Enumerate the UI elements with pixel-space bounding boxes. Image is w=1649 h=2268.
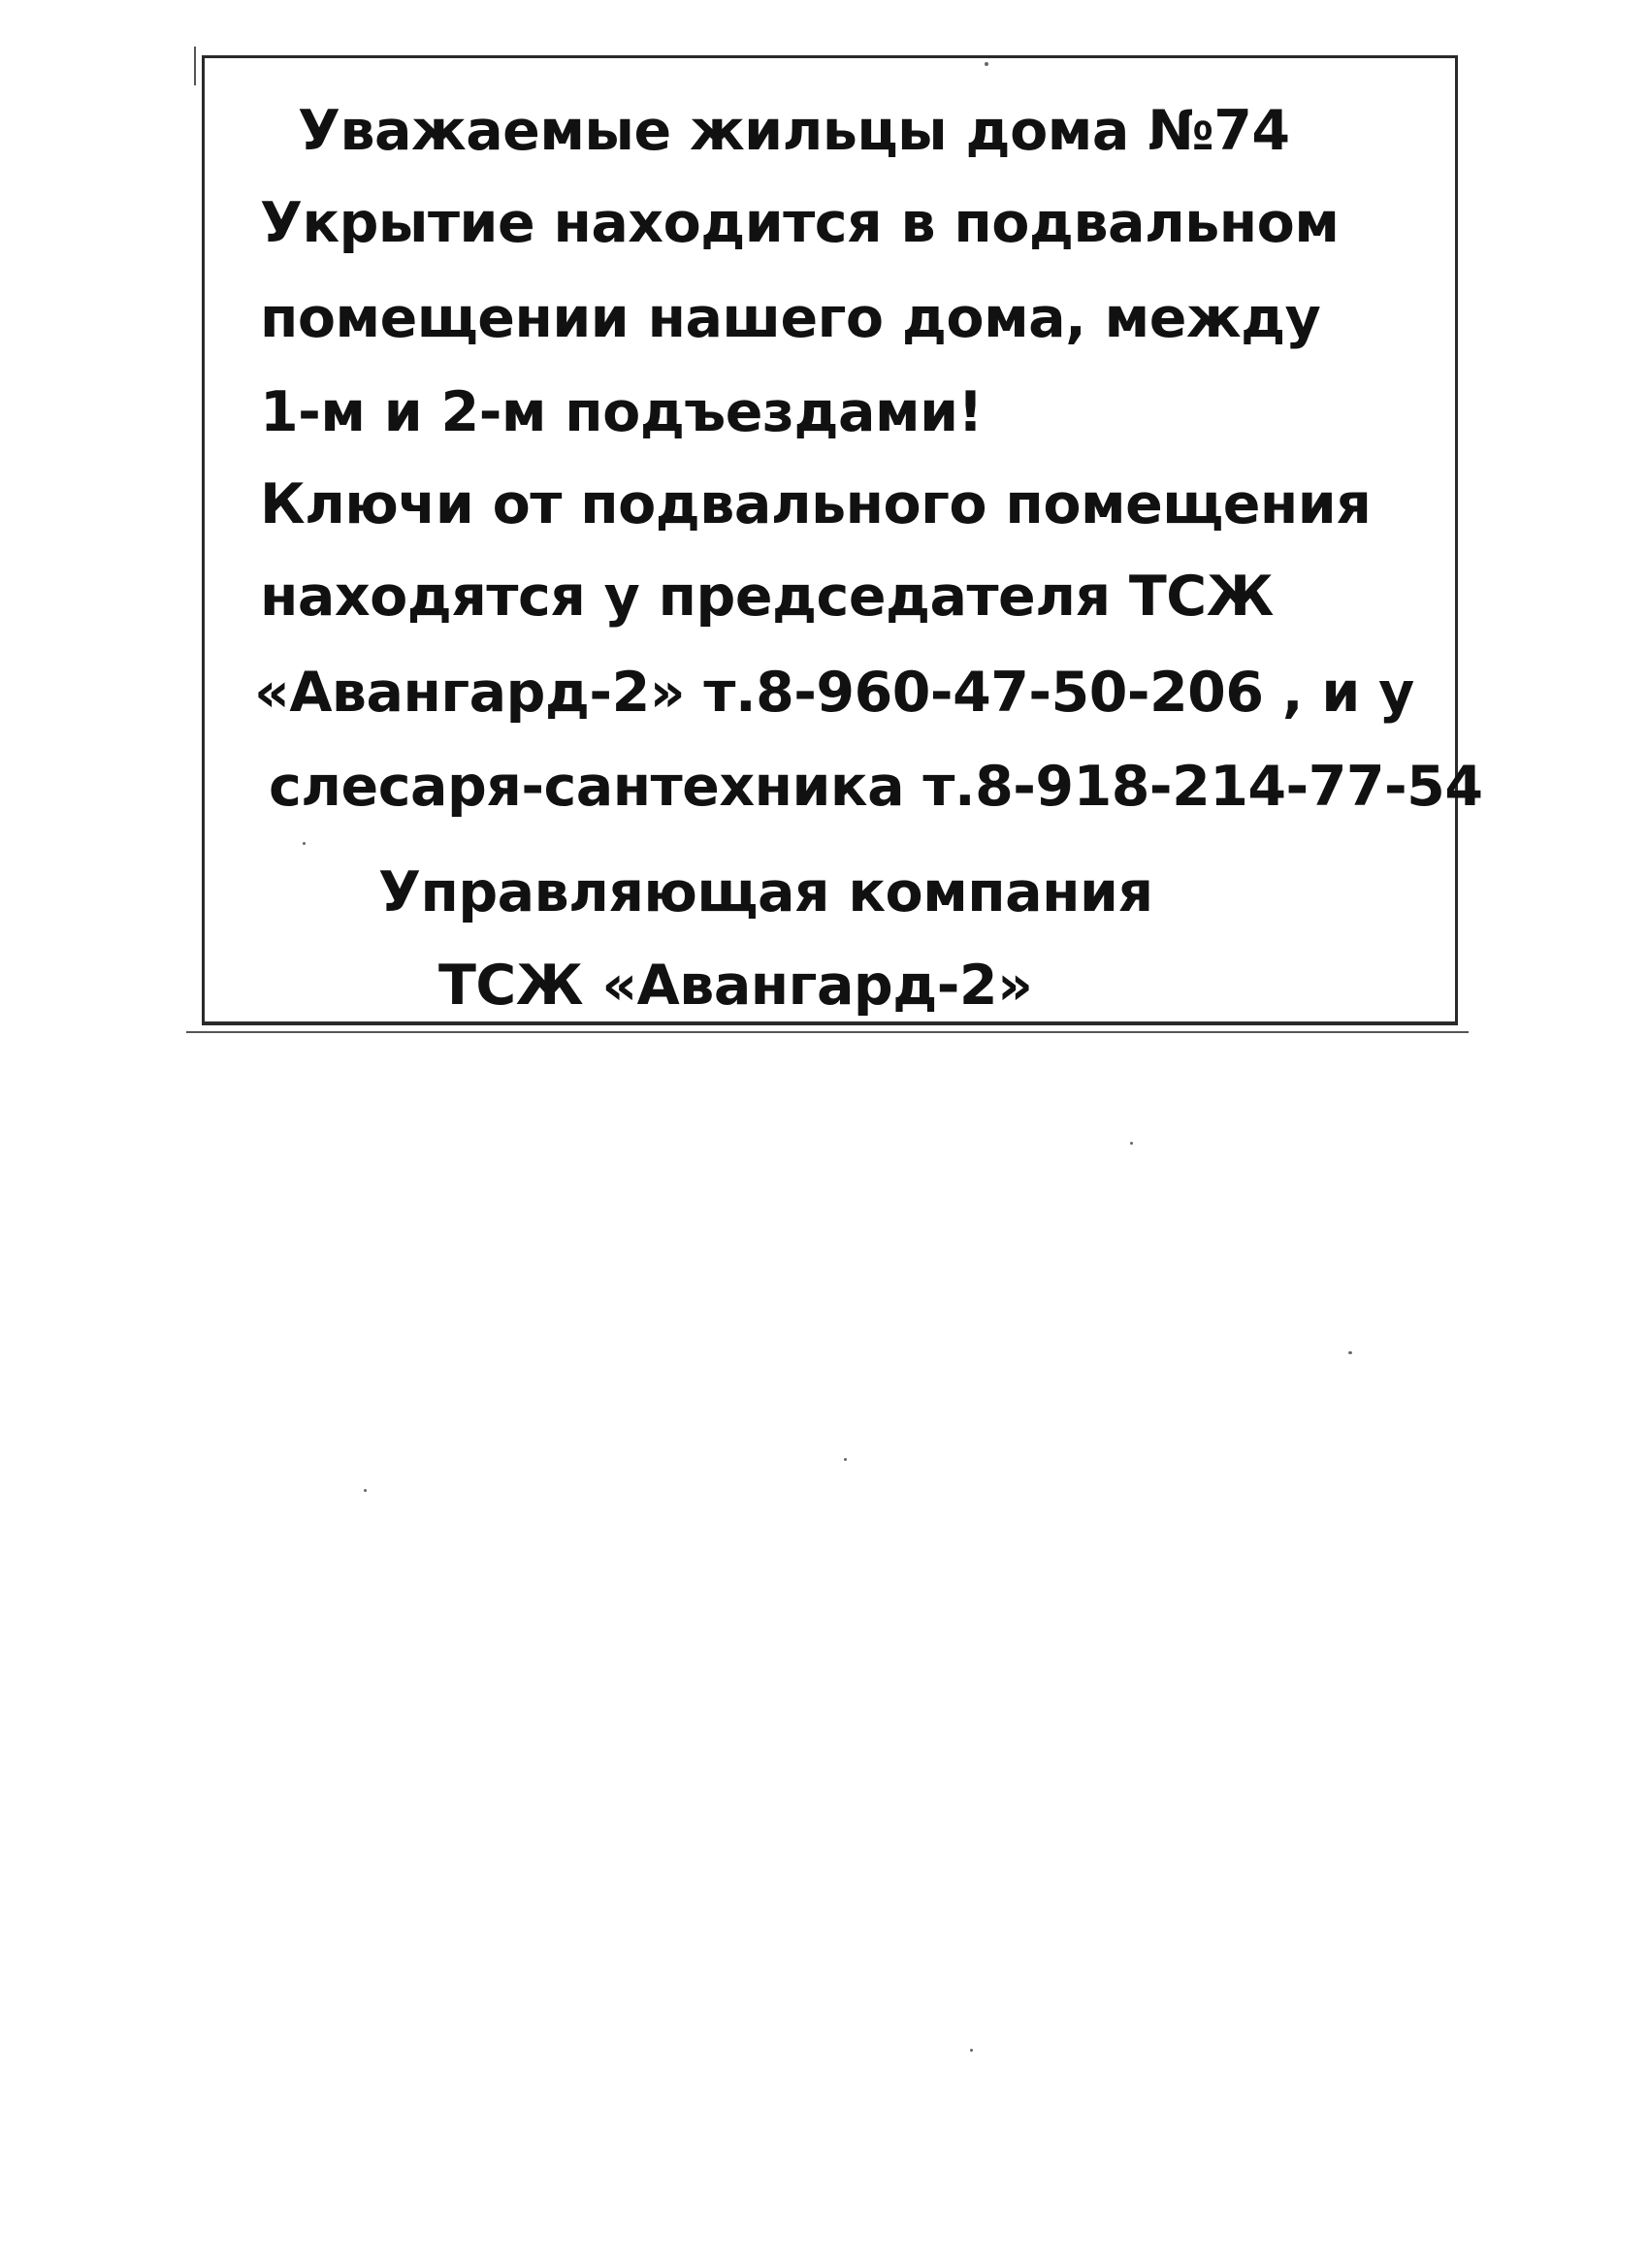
scan-speck: [844, 1458, 847, 1461]
notice-line-entrances: 1-м и 2-м подъездами!: [260, 380, 984, 444]
signature-name: ТСЖ «Авангард-2»: [438, 954, 1033, 1018]
scan-speck: [970, 2049, 973, 2052]
notice-line-location: помещении нашего дома, между: [260, 286, 1321, 350]
notice-greeting: Уважаемые жильцы дома №74: [298, 99, 1290, 163]
scan-speck: [364, 1489, 367, 1492]
notice-line-shelter: Укрытие находится в подвальном: [260, 191, 1340, 255]
scan-speck: [1130, 1142, 1133, 1145]
notice-line-plumber-phone: слесаря-сантехника т.8-918-214-77-54: [269, 755, 1483, 819]
scan-speck: [303, 842, 306, 845]
frame-corner-mark: [194, 47, 196, 85]
scan-speck: [985, 62, 988, 66]
frame-bottom-rule: [186, 1031, 1469, 1033]
signature-company: Управляющая компания: [378, 860, 1153, 924]
notice-line-keys: Ключи от подвального помещения: [260, 472, 1372, 536]
notice-line-chairman-phone: «Авангард-2» т.8-960-47-50-206 , и у: [254, 661, 1414, 725]
scan-speck: [1348, 1351, 1352, 1354]
notice-line-chairman: находятся у председателя ТСЖ: [260, 565, 1274, 629]
